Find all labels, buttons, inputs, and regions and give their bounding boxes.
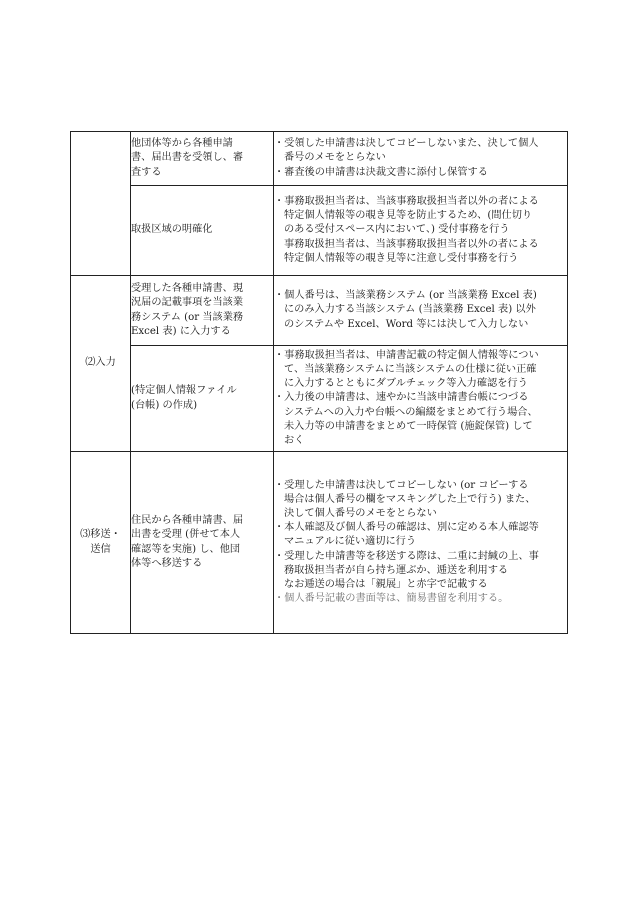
note-text-line: ・個人番号は、当該業務システム (or 当該業務 Excel 表) xyxy=(274,290,537,302)
category-cell-reception xyxy=(71,132,131,276)
category-cell xyxy=(71,452,131,634)
note-text-line: のシステムや Excel、Word 等には決して入力しない xyxy=(284,318,529,330)
task-text-line: 受理した各種申請書、現 xyxy=(131,283,244,295)
notes-cell xyxy=(274,276,568,346)
note-text-line: システムへの入力や台帳への編綴をまとめて行う場合、 xyxy=(284,406,538,418)
notes-cell xyxy=(274,452,568,634)
note-text-line: ・受領した申請書は決してコピーしないまた、決して個人 xyxy=(274,138,539,150)
note-text-line: のある受付スペース内において、) 受付事務を行う xyxy=(284,224,510,236)
task-text-line: 確認等を実施) し、他団 xyxy=(131,543,241,555)
table-row xyxy=(71,452,568,634)
note-text-line: 番号のメモをとらない xyxy=(284,152,386,164)
task-cell xyxy=(131,452,274,634)
procedure-table xyxy=(70,131,568,634)
note-text-line: ・審査後の申請書は決裁文書に添付し保管する xyxy=(274,166,488,178)
task-text-line: 他団体等から各種申請 xyxy=(131,138,233,150)
task-text-line: 査する xyxy=(131,166,162,178)
task-text-line: (特定個人情報ファイル xyxy=(131,385,237,397)
note-text-line: なお逓送の場合は「親展」と赤字で記載する xyxy=(284,579,488,590)
note-text-line: て、当該業務システムに当該システムの仕様に従い正確 xyxy=(284,363,537,375)
task-cell xyxy=(131,132,274,186)
category-label-line: 送信 xyxy=(90,543,111,555)
notes-cell xyxy=(274,132,568,186)
note-text-line: にのみ入力する当該システム (当該業務 Excel 表) 以外 xyxy=(284,304,536,316)
task-cell xyxy=(131,276,274,346)
task-text-line: 書、届出書を受領し、審 xyxy=(131,152,244,164)
task-cell xyxy=(131,346,274,452)
category-label-line: ⑶移送・ xyxy=(80,529,121,541)
task-text-line: 体等へ移送する xyxy=(131,557,203,569)
note-text-line: 未入力等の申請書をまとめて一時保管 (施錠保管) して xyxy=(284,420,533,432)
note-text-line: ・事務取扱担当者は、当該事務取扱担当者以外の者による xyxy=(274,195,539,207)
notes-cell xyxy=(274,346,568,452)
note-text-line: に入力するとともにダブルチェック等入力確認を行う xyxy=(284,378,528,390)
note-text-line: 特定個人情報等の覗き見等に注意し受付事務を行う xyxy=(284,252,519,264)
table-row xyxy=(71,186,568,276)
note-text-line: ・受理した申請書は決してコピーしない (or コピーする xyxy=(274,479,529,491)
notes-cell xyxy=(274,186,568,276)
note-text-line: 事務取扱担当者は、当該事務取扱担当者以外の者による xyxy=(284,238,539,250)
note-text-line: 場合は個人番号の欄をマスキングした上で行う) また、 xyxy=(284,493,536,505)
task-text-line: (台帳) の作成) xyxy=(131,399,198,411)
task-text-line: 取扱区域の明確化 xyxy=(131,224,213,236)
note-text-line: 特定個人情報等の覗き見等を防止するため、(間仕切り xyxy=(284,210,533,222)
note-text-line: ・受理した申請書等を移送する際は、二重に封緘の上、事 xyxy=(274,550,539,562)
note-text-line: おく xyxy=(284,435,305,446)
category-label-line: ⑵入力 xyxy=(85,357,116,369)
note-text-line: ・個人番号記載の書面等は、簡易書留を利用する。 xyxy=(274,593,509,605)
task-text-line: Excel 表) に入力する xyxy=(131,325,231,337)
note-text-line: マニュアルに従い適切に行う xyxy=(284,536,417,548)
task-text-line: 住民から各種申請書、届 xyxy=(131,515,244,527)
task-text-line: 務システム (or 当該業務 xyxy=(131,311,244,323)
task-cell xyxy=(131,186,274,276)
note-text-line: ・事務取扱担当者は、申請書記載の特定個人情報等につい xyxy=(274,349,539,361)
task-text-line: 況届の記載事項を当該業 xyxy=(131,297,244,309)
task-text-line: 出書を受理 (併せて本人 xyxy=(131,529,241,541)
table-row xyxy=(71,346,568,452)
category-cell xyxy=(71,276,131,452)
note-text-line: ・本人確認及び個人番号の確認は、別に定める本人確認等 xyxy=(274,522,539,534)
note-text-line: 務取扱担当者が自ら持ち運ぶか、逓送を利用する xyxy=(284,564,509,576)
note-text-line: 決して個人番号のメモをとらない xyxy=(284,507,437,519)
table-row xyxy=(71,132,568,186)
table-row xyxy=(71,276,568,346)
note-text-line: ・入力後の申請書は、速やかに当該申請書台帳につづる xyxy=(274,392,529,404)
